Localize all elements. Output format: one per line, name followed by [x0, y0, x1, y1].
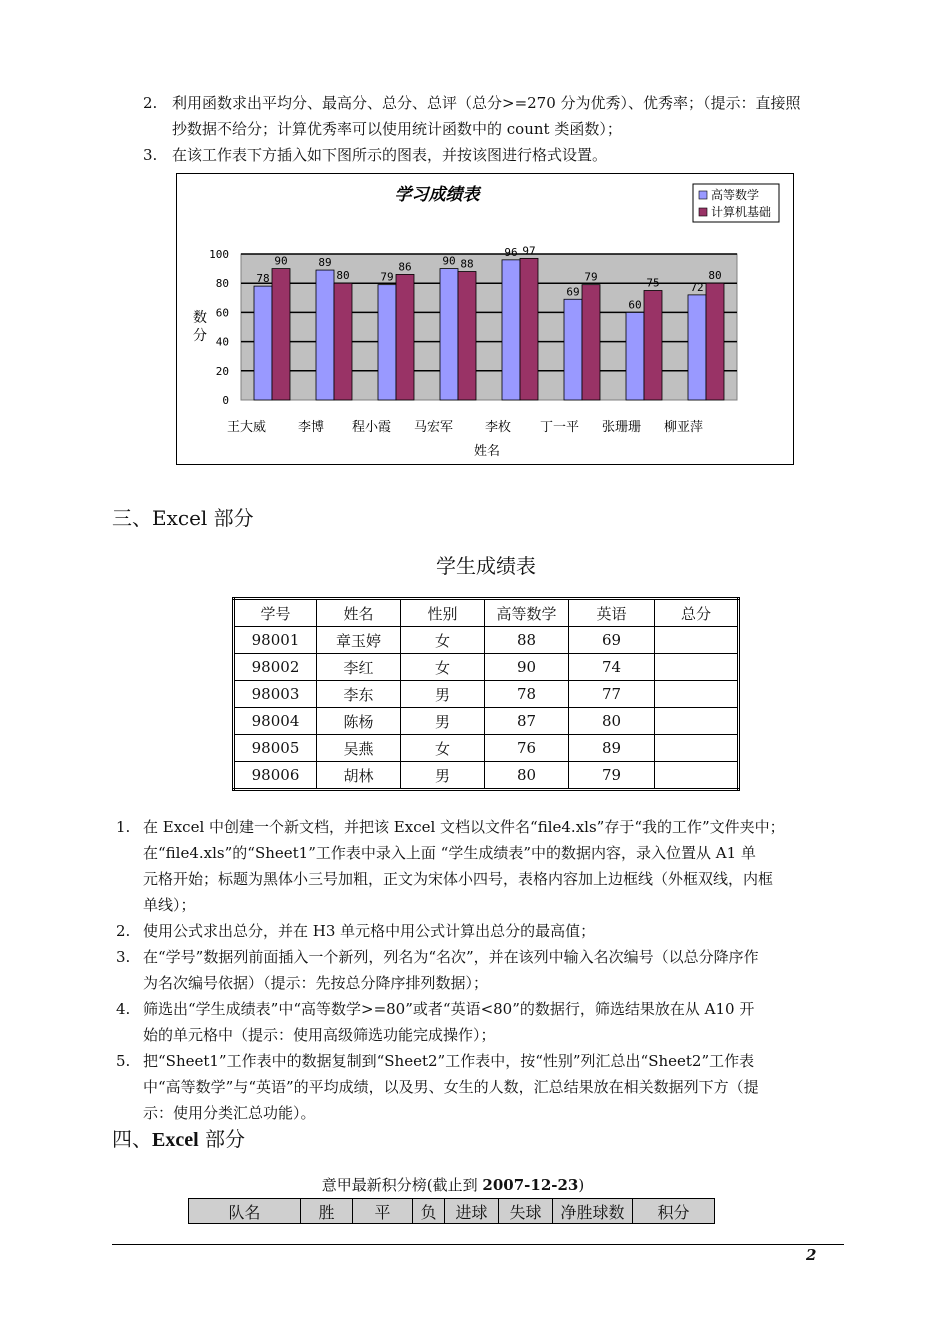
table-row [234, 735, 739, 762]
bar [706, 283, 724, 400]
sec3-item-number: 2. [116, 922, 131, 940]
y-tick-label: 20 [215, 364, 229, 378]
table-cell: 女 [401, 654, 485, 681]
table-cell: 80 [485, 762, 569, 790]
table-cell: 79 [569, 762, 655, 790]
data-label: 89 [318, 256, 332, 270]
table-cell: 77 [569, 681, 655, 708]
section-heading-excel: 三、Excel 部分 [112, 506, 254, 530]
header-cell: 性别 [401, 599, 485, 627]
y-tick-label: 40 [215, 335, 229, 349]
table-title: 学生成绩表 [436, 554, 536, 578]
table-cell [655, 681, 739, 708]
table-cell [655, 654, 739, 681]
league-title-date: 2007-12-23 [482, 1176, 579, 1194]
legend-swatch [699, 208, 707, 216]
bar [502, 260, 520, 400]
bar [626, 312, 644, 400]
data-label: 79 [584, 270, 598, 284]
league-standings-table [188, 1198, 715, 1224]
data-label: 96 [504, 245, 518, 259]
sec3-item-text: 始的单元格中（提示：使用高级筛选功能完成操作）； [143, 1026, 496, 1044]
x-tick-label: 李博 [298, 420, 325, 435]
table-cell: 98005 [234, 735, 317, 762]
table-cell: 98004 [234, 708, 317, 735]
bar [272, 269, 290, 400]
sec3-item-text: 单线）； [143, 896, 196, 914]
table-row [234, 654, 739, 681]
table-cell: 98002 [234, 654, 317, 681]
data-label: 60 [628, 298, 642, 312]
table-row [234, 708, 739, 735]
plot-area [241, 254, 737, 400]
table-cell: 女 [401, 627, 485, 654]
bar [334, 283, 352, 400]
x-axis-title: 姓名 [473, 444, 501, 459]
data-label: 79 [380, 270, 394, 284]
data-label: 75 [646, 276, 660, 290]
x-tick-label: 王大威 [227, 420, 267, 435]
x-tick-label: 李枚 [485, 420, 512, 435]
bar [564, 299, 582, 400]
table-row [234, 627, 739, 654]
table-cell: 88 [485, 627, 569, 654]
chart-canvas [177, 174, 793, 464]
bar [440, 269, 458, 400]
x-tick-label: 马宏军 [414, 420, 454, 435]
header-cell: 总分 [655, 599, 739, 627]
table-cell: 吴燕 [317, 735, 401, 762]
sec3-item-number: 3. [116, 948, 131, 966]
table-cell: 男 [401, 681, 485, 708]
league-header-cell: 净胜球数 [553, 1199, 633, 1224]
table-cell: 章玉婷 [317, 627, 401, 654]
top-item-text: 抄数据不给分；计算优秀率可以使用统计函数中的 count 类函数）； [172, 120, 622, 138]
section4-bold: Excel [152, 1129, 199, 1151]
table-cell: 李东 [317, 681, 401, 708]
sec3-item-text: 把“Sheet1”工作表中的数据复制到“Sheet2”工作表中，按“性别”列汇总出“Sheet2”工作表 [143, 1052, 755, 1070]
league-title-prefix: 意甲最新积分榜(截止到 [321, 1176, 483, 1194]
table-cell: 98001 [234, 627, 317, 654]
bar [582, 285, 600, 400]
sec3-item-text: 在 Excel 中创建一个新文档，并把该 Excel 文档以文件名“file4.xls”存于“我的工作”文件夹中； [143, 818, 785, 836]
bar [644, 291, 662, 401]
top-item-text: 利用函数求出平均分、最高分、总分、总评（总分>=270 分为优秀）、优秀率；（提示：直接照 [172, 94, 801, 112]
y-tick-label: 0 [222, 394, 229, 407]
league-header-cell: 负 [413, 1199, 445, 1224]
top-item-text: 在该工作表下方插入如下图所示的图表，并按该图进行格式设置。 [172, 146, 608, 164]
table-cell: 男 [401, 708, 485, 735]
section-heading-excel-2 [112, 1125, 245, 1154]
sec3-item-text: 使用公式求出总分，并在 H3 单元格中用公式计算出总分的最高值； [143, 922, 596, 940]
bar [520, 258, 538, 400]
x-tick-label: 柳亚萍 [664, 420, 704, 435]
bar [254, 286, 272, 400]
table-cell: 98003 [234, 681, 317, 708]
table-cell: 74 [569, 654, 655, 681]
sec3-item-number: 5. [116, 1052, 131, 1070]
x-tick-label: 张珊珊 [602, 420, 642, 435]
data-label: 72 [690, 280, 704, 294]
bar [378, 285, 396, 400]
y-tick-label: 80 [215, 277, 229, 291]
sec3-item-number: 1. [116, 818, 131, 836]
student-score-table [232, 597, 740, 791]
league-table-title [0, 1174, 906, 1196]
table-header-row [234, 599, 739, 627]
data-label: 80 [336, 269, 350, 283]
data-label: 80 [708, 269, 722, 283]
table-cell: 87 [485, 708, 569, 735]
section4-suffix: 部分 [198, 1127, 246, 1151]
header-cell: 高等数学 [485, 599, 569, 627]
league-header-cell: 进球 [445, 1199, 499, 1224]
data-label: 78 [256, 272, 270, 286]
data-label: 88 [460, 257, 474, 271]
data-label: 97 [522, 244, 536, 258]
sec3-item-text: 在“学号”数据列前面插入一个新列，列名为“名次”，并在该列中输入名次编号（以总分降序作 [143, 948, 759, 966]
y-axis-title-char: 分 [193, 328, 207, 344]
table-cell [655, 735, 739, 762]
table-cell [655, 627, 739, 654]
table-cell [655, 708, 739, 735]
chart-title: 学习成绩表 [394, 185, 480, 205]
table-row [234, 681, 739, 708]
sec3-item-text: 筛选出“学生成绩表”中“高等数学>=80”或者“英语<80”的数据行，筛选结果放在从 A10 开 [143, 1000, 755, 1018]
league-header-cell: 队名 [189, 1199, 301, 1224]
table-cell: 78 [485, 681, 569, 708]
sec3-item-text: 为名次编号依据）（提示：先按总分降序排列数据）； [143, 974, 489, 992]
table-cell: 69 [569, 627, 655, 654]
bar [688, 295, 706, 400]
table-cell [655, 762, 739, 790]
header-cell: 英语 [569, 599, 655, 627]
table-cell: 76 [485, 735, 569, 762]
sec3-item-text: 中“高等数学”与“英语”的平均成绩，以及男、女生的人数，汇总结果放在相关数据列下方（提 [143, 1078, 759, 1096]
section4-prefix: 四、 [112, 1127, 152, 1151]
legend-label: 计算机基础 [711, 205, 772, 219]
table-cell: 李红 [317, 654, 401, 681]
table-cell: 80 [569, 708, 655, 735]
x-tick-label: 程小霞 [352, 420, 392, 435]
legend-swatch [699, 191, 707, 199]
table-cell: 胡林 [317, 762, 401, 790]
y-tick-label: 100 [209, 248, 229, 261]
header-cell: 学号 [234, 599, 317, 627]
table-cell: 男 [401, 762, 485, 790]
y-axis-title-char: 数 [193, 310, 207, 326]
table-cell: 陈杨 [317, 708, 401, 735]
data-label: 86 [398, 260, 412, 274]
league-header-cell: 胜 [301, 1199, 353, 1224]
table-row [234, 762, 739, 790]
bar [458, 272, 476, 400]
table-cell: 89 [569, 735, 655, 762]
sec3-item-number: 4. [116, 1000, 131, 1018]
footer-rule [112, 1244, 844, 1245]
data-label: 69 [566, 285, 580, 299]
score-chart [176, 173, 794, 465]
league-header-cell: 平 [353, 1199, 413, 1224]
league-header-cell: 积分 [633, 1199, 715, 1224]
legend-label: 高等数学 [711, 188, 760, 202]
league-header-row [189, 1199, 715, 1224]
sec3-item-text: 示：使用分类汇总功能）。 [143, 1104, 316, 1122]
table-cell: 女 [401, 735, 485, 762]
bar [396, 274, 414, 400]
table-cell: 90 [485, 654, 569, 681]
page-number: 2 [806, 1246, 817, 1264]
top-item-number: 2. [143, 94, 158, 112]
table-cell: 98006 [234, 762, 317, 790]
bar [316, 270, 334, 400]
y-tick-label: 60 [215, 306, 229, 320]
sec3-item-text: 在“file4.xls”的“Sheet1”工作表中录入上面 “学生成绩表”中的数据内容，录入位置从 A1 单 [143, 844, 756, 862]
x-tick-label: 丁一平 [540, 420, 580, 435]
header-cell: 姓名 [317, 599, 401, 627]
top-item-number: 3. [143, 146, 158, 164]
league-title-suffix: ) [578, 1176, 585, 1194]
league-header-cell: 失球 [499, 1199, 553, 1224]
data-label: 90 [442, 254, 456, 268]
sec3-item-text: 元格开始；标题为黑体小三号加粗，正文为宋体小四号，表格内容加上边框线（外框双线，内框 [143, 870, 774, 888]
data-label: 90 [274, 254, 288, 268]
